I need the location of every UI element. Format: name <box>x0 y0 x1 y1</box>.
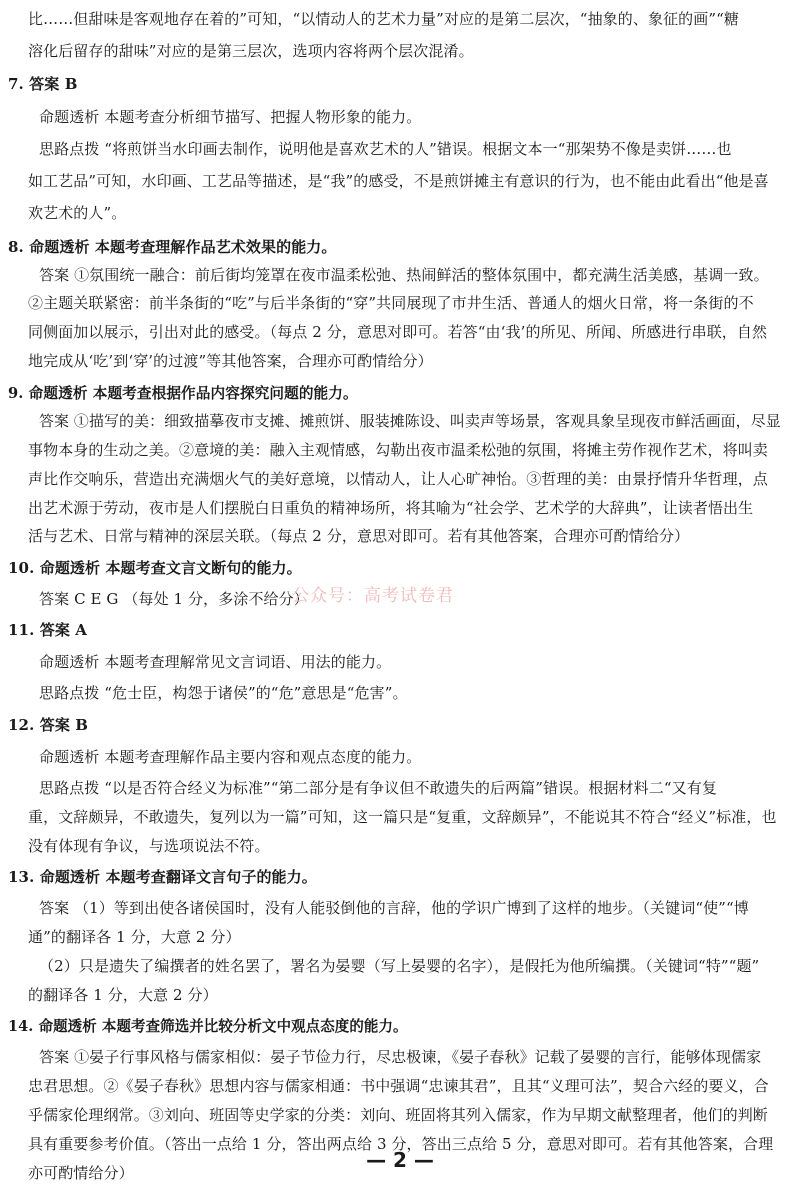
text-line: 忠君思想。②《晏子春秋》思想内容与儒家相通：书中强调“忠谏其君”，且其“义理可法”，契合六经的要义，合 <box>28 1077 769 1095</box>
text-line: （2）只是遗失了编撰者的姓名罢了，署名为晏婴（写上晏婴的名字），是假托为他所编撰。（关键词“特”“题” <box>39 957 760 975</box>
page-number: — 2 — <box>366 1148 434 1172</box>
text-line: 没有体现有争议，与选项说法不符。 <box>28 837 270 855</box>
text-line: 地完成从‘吃’到‘穿’的过渡”等其他答案，合理亦可酌情给分） <box>28 352 433 370</box>
text-line: 7. 答案 B <box>8 75 78 93</box>
text-line: 答案 ①氛围统一融合：前后街均笼罩在夜市温柔松弛、热闹鲜活的整体氛围中，都充满生活美感，基调一致。 <box>39 266 769 284</box>
text-line: 答案 ①晏子行事风格与儒家相似：晏子节俭力行，尽忠极谏，《晏子春秋》记载了晏婴的言行，能够体现儒家 <box>39 1048 762 1066</box>
text-line: 出艺术源于劳动，夜市是人们摆脱白日重负的精神场所，将其喻为“社会学、艺术学的大辞典”，让读者悟出生 <box>28 499 754 517</box>
text-line: 思路点拨 “将煎饼当水印画去制作，说明他是喜欢艺术的人”错误。根据文本一“那架势不像是卖饼……也 <box>39 140 732 158</box>
text-line: 乎儒家伦理纲常。③刘向、班固等史学家的分类：刘向、班固将其列入儒家，作为早期文献整理者，他们的判断 <box>28 1106 768 1124</box>
text-line: 13. 命题透析 本题考查翻译文言句子的能力。 <box>8 868 317 886</box>
text-line: 11. 答案 A <box>8 621 87 639</box>
text-line: 10. 命题透析 本题考查文言文断句的能力。 <box>8 559 302 577</box>
text-line: 命题透析 本题考查理解常见文言词语、用法的能力。 <box>39 653 392 671</box>
text-line: 通”的翻译各 1 分，大意 2 分） <box>28 928 241 946</box>
text-line: 命题透析 本题考查理解作品主要内容和观点态度的能力。 <box>39 748 422 766</box>
text-line: 思路点拨 “危士臣，构怨于诸侯”的“危”意思是“危害”。 <box>39 684 408 702</box>
text-line: 比……但甜味是客观地存在着的”可知，“以情动人的艺术力量”对应的是第二层次，“抽象的、象征的画”“糖 <box>28 10 740 28</box>
text-line: 亦可酌情给分） <box>28 1164 134 1182</box>
text-line: 具有重要参考价值。（答出一点给 1 分，答出两点给 3 分，答出三点给 5 分，意思对即可。若有其他答案，合理 <box>28 1135 774 1153</box>
text-line: 思路点拨 “以是否符合经义为标准”“第二部分是有争议但不敢遗失的后两篇”错误。根据材料二“又有复 <box>39 779 717 797</box>
text-line: 12. 答案 B <box>8 716 89 734</box>
watermark: 公众号：高考试卷君 <box>292 586 454 606</box>
text-line: 同侧面加以展示，引出对此的感受。（每点 2 分，意思对即可。若答“由‘我’的所见、所闻、所感进行串联，自然 <box>28 323 768 341</box>
text-line: 答案 C E G （每处 1 分，多涂不给分） <box>39 590 309 608</box>
text-line: ②主题关联紧密：前半条街的“吃”与后半条街的“穿”共同展现了市井生活、普通人的烟火日常，将一条街的不 <box>28 294 754 312</box>
text-line: 答案 （1）等到出使各诸侯国时，没有人能驳倒他的言辞，他的学识广博到了这样的地步。（关键词“使”“博 <box>39 899 749 917</box>
text-line: 9. 命题透析 本题考查根据作品内容探究问题的能力。 <box>8 384 358 402</box>
text-line: 如工艺品”可知，水印画、工艺品等描述，是“我”的感受，不是煎饼摊主有意识的行为，也不能由此看出“他是喜 <box>28 172 769 190</box>
text-line: 14. 命题透析 本题考查筛选并比较分析文中观点态度的能力。 <box>8 1017 408 1035</box>
text-line: 的翻译各 1 分，大意 2 分） <box>28 986 218 1004</box>
text-line: 答案 ①描写的美：细致描摹夜市支摊、摊煎饼、服装摊陈设、叫卖声等场景，客观具象呈现夜市鲜活画面，尽显 <box>39 412 781 430</box>
text-line: 声比作交响乐，营造出充满烟火气的美好意境，以情动人，让人心旷神怡。③哲理的美：由景抒情升华哲理，点 <box>28 470 768 488</box>
text-line: 活与艺术、日常与精神的深层关联。（每点 2 分，意思对即可。若有其他答案，合理亦可酌情给分） <box>28 527 690 545</box>
text-line: 重，文辞颇异，不敢遗失，复列以为一篇”可知，这一篇只是“复重，文辞颇异”，不能说其不符合“经义”标准，也 <box>28 808 777 826</box>
text-line: 欢艺术的人”。 <box>28 204 127 222</box>
text-line: 命题透析 本题考查分析细节描写、把握人物形象的能力。 <box>39 108 422 126</box>
text-line: 溶化后留存的甜味”对应的是第三层次，选项内容将两个层次混淆。 <box>28 42 474 60</box>
text-line: 8. 命题透析 本题考查理解作品艺术效果的能力。 <box>8 238 337 256</box>
text-line: 事物本身的生动之美。②意境的美：融入主观情感，勾勒出夜市温柔松弛的氛围，将摊主劳作视作艺术，将叫卖 <box>28 441 768 459</box>
